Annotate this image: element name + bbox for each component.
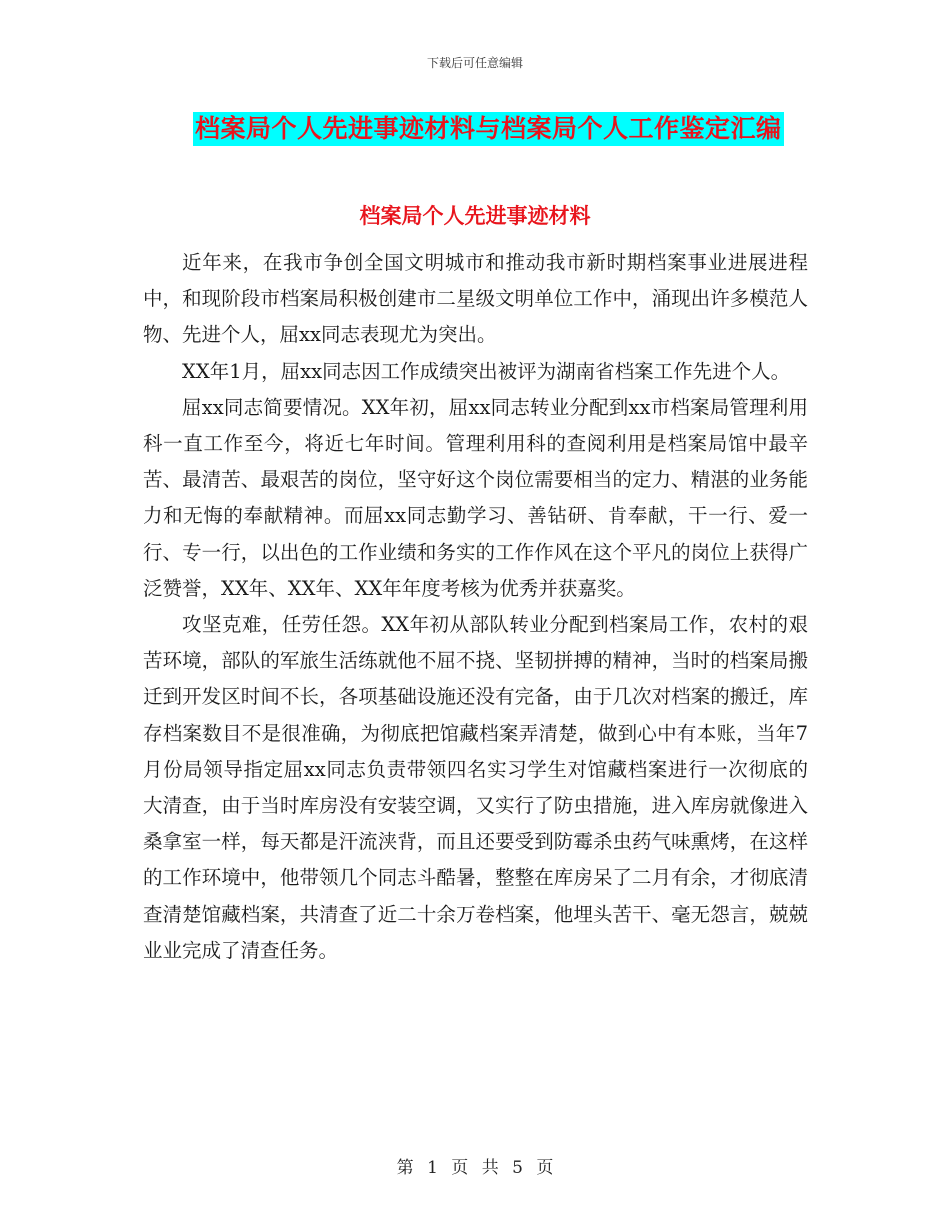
- document-body: [143, 245, 808, 969]
- paragraph-profile: 屈xx同志简要情况。XX年初，屈xx同志转业分配到xx市档案局管理利用科一直工作至今，将近七年时间。管理利用科的查阅利用是档案局馆中最辛苦、最清苦、最艰苦的岗位，坚守好这个岗位需要相当的定力、精湛的业务能力和无悔的奉献精神。而屈xx同志勤学习、善钻研、肯奉献，干一行、爱一行、专一行，以出色的工作业绩和务实的工作作风在这个平凡的岗位上获得广泛赞誉，XX年、XX年、XX年年度考核为优秀并获嘉奖。: [143, 395, 808, 600]
- paragraph-award: XX年1月，屈xx同志因工作成绩突出被评为湖南省档案工作先进个人。: [182, 359, 791, 383]
- paragraph-intro: 近年来，在我市争创全国文明城市和推动我市新时期档案事业进展进程中，和现阶段市档案局积极创建市二星级文明单位工作中，涌现出许多模范人物、先进个人，屈xx同志表现尤为突出。: [143, 251, 808, 347]
- document-main-title: 档案局个人先进事迹材料与档案局个人工作鉴定汇编: [193, 112, 784, 146]
- page-indicator: 第 1 页 共 5 页: [396, 1158, 554, 1178]
- paragraph-hardwork: 攻坚克难，任劳任怨。XX年初从部队转业分配到档案局工作，农村的艰苦环境，部队的军旅生活练就他不屈不挠、坚韧拼搏的精神，当时的档案局搬迁到开发区时间不长，各项基础设施还没有完备，由于几次对档案的搬迁，库存档案数目不是很准确，为彻底把馆藏档案弄清楚，做到心中有本账，当年7月份局领导指定屈xx同志负责带领四名实习学生对馆藏档案进行一次彻底的大清查，由于当时库房没有安装空调，又实行了防虫措施，进入库房就像进入桑拿室一样，每天都是汗流浃背，而且还要受到防霉杀虫药气味熏烤，在这样的工作环境中，他带领几个同志斗酷暑，整整在库房呆了二月有余，才彻底清查清楚馆藏档案，共清查了近二十余万卷档案，他埋头苦干、毫无怨言，兢兢业业完成了清查任务。: [143, 613, 808, 962]
- header-note: 下载后可任意编辑: [426, 56, 523, 70]
- section-title: 档案局个人先进事迹材料: [359, 204, 591, 228]
